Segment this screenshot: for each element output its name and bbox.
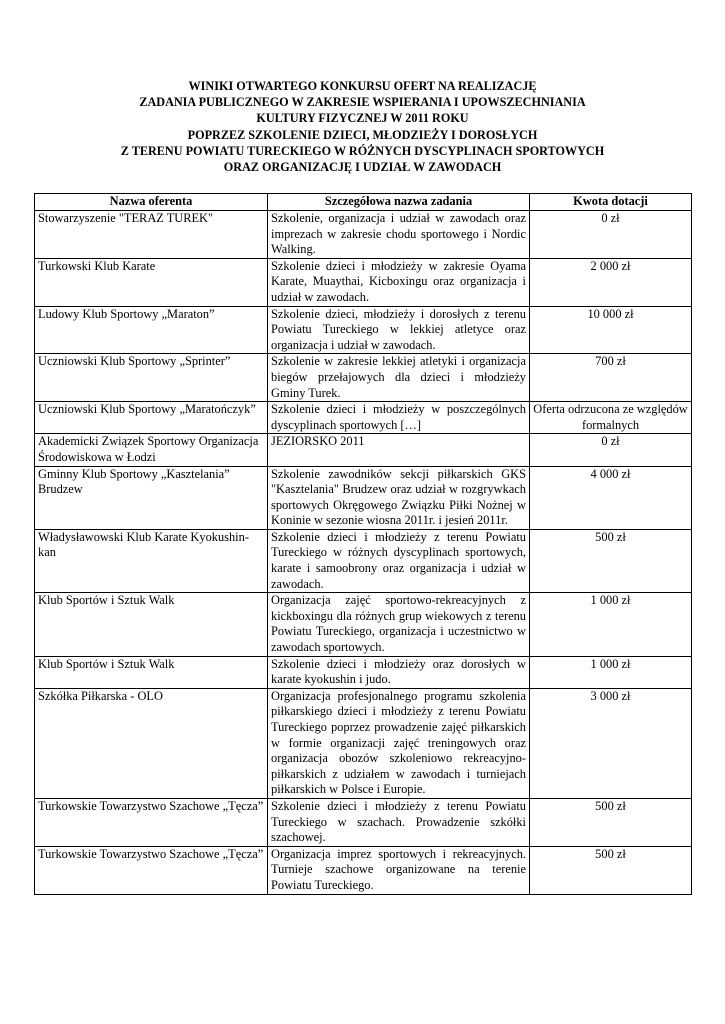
task-cell: Organizacja imprez sportowych i rekreacyjnych. Turnieje szachowe organizowane na terenie Powiatu Tureckiego. (268, 846, 530, 894)
offeror-cell: Akademicki Związek Sportowy Organizacja Środowiskowa w Łodzi (35, 434, 268, 466)
table-row (35, 402, 692, 434)
amount-cell: 500 zł (530, 846, 692, 894)
offeror-cell: Turkowskie Towarzystwo Szachowe „Tęcza” (35, 846, 268, 894)
amount-cell: 0 zł (530, 211, 692, 259)
table-row (35, 846, 692, 894)
header-task: Szczegółowa nazwa zadania (268, 194, 530, 211)
title-line: Z TERENU POWIATU TURECKIEGO W RÓŻNYCH DYSCYPLINACH SPORTOWYCH (120, 143, 605, 158)
task-cell: JEZIORSKO 2011 (268, 434, 530, 466)
table-row (35, 306, 692, 354)
amount-cell: 3 000 zł (530, 688, 692, 798)
task-cell: Szkolenie zawodników sekcji piłkarskich GKS "Kasztelania" Brudzew oraz udział w rozgrywkach sportowych Okręgowego Związku Piłki Nożnej w Koninie w sezonie wiosna 2011r. i jesień 2011r. (268, 466, 530, 529)
offeror-cell: Klub Sportów i Sztuk Walk (35, 593, 268, 656)
offeror-cell: Władysławowski Klub Karate Kyokushin-kan (35, 529, 268, 592)
amount-cell: Oferta odrzucona ze względów formalnych (530, 402, 692, 434)
offeror-cell: Turkowskie Towarzystwo Szachowe „Tęcza” (35, 798, 268, 846)
offeror-cell: Uczniowski Klub Sportowy „Maratończyk” (35, 402, 268, 434)
offers-table (34, 193, 692, 895)
amount-cell: 2 000 zł (530, 258, 692, 306)
table-row (35, 434, 692, 466)
task-cell: Szkolenie dzieci i młodzieży z terenu Powiatu Tureckiego w szachach. Prowadzenie szkółki szachowej. (268, 798, 530, 846)
task-cell: Szkolenie w zakresie lekkiej atletyki i organizacja biegów przełajowych dla dzieci i młodzieży Gminy Turek. (268, 354, 530, 402)
table-row (35, 354, 692, 402)
amount-cell: 500 zł (530, 798, 692, 846)
offeror-cell: Klub Sportów i Sztuk Walk (35, 656, 268, 688)
task-cell: Szkolenie dzieci, młodzieży i dorosłych z terenu Powiatu Tureckiego w lekkiej atletyce oraz organizacja i udział w zawodach. (268, 306, 530, 354)
title-line: WINIKI OTWARTEGO KONKURSU OFERT NA REALIZACJĘ (188, 79, 537, 93)
table-row (35, 466, 692, 529)
task-cell: Organizacja zajęć sportowo-rekreacyjnych z kickboxingu dla różnych grup wiekowych z terenu Powiatu Tureckiego, organizacja i uczestnictwo w zawodach sportowych. (268, 593, 530, 656)
table-header-row (35, 194, 692, 211)
amount-cell: 4 000 zł (530, 466, 692, 529)
offeror-cell: Ludowy Klub Sportowy „Maraton” (35, 306, 268, 354)
table-row (35, 798, 692, 846)
title-line: ZADANIA PUBLICZNEGO W ZAKRESIE WSPIERANIA I UPOWSZECHNIANIA (139, 95, 586, 110)
title-line: ORAZ ORGANIZACJĘ I UDZIAŁ W ZAWODACH (223, 160, 502, 175)
task-cell: Szkolenie dzieci i młodzieży oraz dorosłych w karate kyokushin i judo. (268, 656, 530, 688)
table-row (35, 593, 692, 656)
title-line: KULTURY FIZYCZNEJ W 2011 ROKU (256, 111, 469, 126)
offeror-cell: Turkowski Klub Karate (35, 258, 268, 306)
task-cell: Organizacja profesjonalnego programu szkolenia piłkarskiego dzieci i młodzieży z terenu Powiatu Tureckiego poprzez prowadzenie zajęć piłkarskich w formie organizacji zajęć treningowych oraz organizacja obozów szkoleniowo rekreacyjno-piłkarskich z udziałem w zawodach i turniejach piłkarskich w Polsce i Europie. (268, 688, 530, 798)
amount-cell: 1 000 zł (530, 656, 692, 688)
table-row (35, 688, 692, 798)
header-offeror: Nazwa oferenta (35, 194, 268, 211)
task-cell: Szkolenie dzieci i młodzieży w zakresie Oyama Karate, Muaythai, Kicboxingu oraz organizacja i udział w zawodach. (268, 258, 530, 306)
offeror-cell: Stowarzyszenie "TERAZ TUREK" (35, 211, 268, 259)
task-cell: Szkolenie dzieci i młodzieży w poszczególnych dyscyplinach sportowych […] (268, 402, 530, 434)
amount-cell: 500 zł (530, 529, 692, 592)
amount-cell: 0 zł (530, 434, 692, 466)
table-row (35, 258, 692, 306)
task-cell: Szkolenie, organizacja i udział w zawodach oraz imprezach w zakresie chodu sportowego i Nordic Walking. (268, 211, 530, 259)
offeror-cell: Uczniowski Klub Sportowy „Sprinter” (35, 354, 268, 402)
offeror-cell: Szkółka Piłkarska - OLO (35, 688, 268, 798)
offeror-cell: Gminny Klub Sportowy „Kasztelania” Brudzew (35, 466, 268, 529)
table-row (35, 529, 692, 592)
header-amount: Kwota dotacji (530, 194, 692, 211)
task-cell: Szkolenie dzieci i młodzieży z terenu Powiatu Tureckiego w różnych dyscyplinach sportowych, karate i samoobrony oraz organizacja i udział w zawodach. (268, 529, 530, 592)
amount-cell: 10 000 zł (530, 306, 692, 354)
title-line: POPRZEZ SZKOLENIE DZIECI, MŁODZIEŻY I DOROSŁYCH (187, 127, 538, 142)
amount-cell: 700 zł (530, 354, 692, 402)
table-row (35, 656, 692, 688)
amount-cell: 1 000 zł (530, 593, 692, 656)
document-title (30, 78, 695, 175)
table-row (35, 211, 692, 259)
